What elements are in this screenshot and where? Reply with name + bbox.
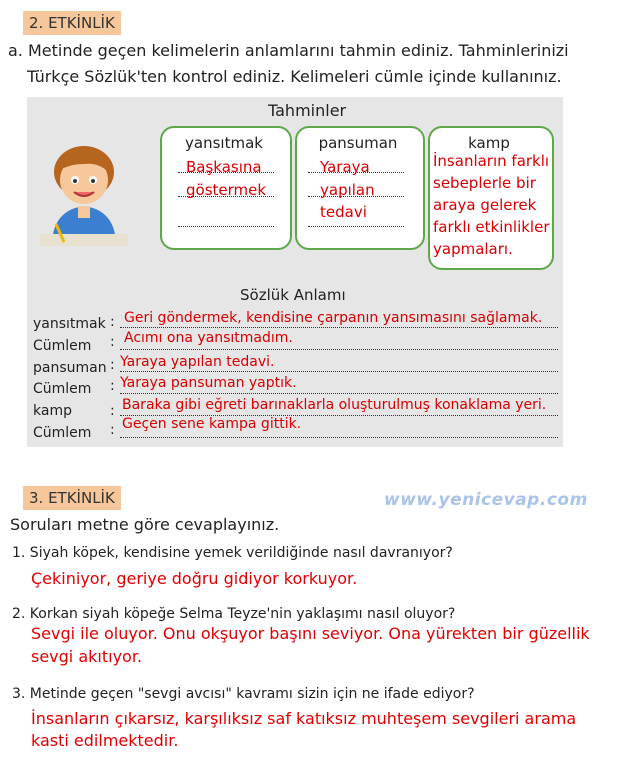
card-answer: farklı etkinlikler xyxy=(433,218,550,236)
dict-colon: : xyxy=(110,378,115,394)
card-word: kamp xyxy=(468,134,510,152)
boy-illustration xyxy=(34,138,134,248)
answer-3-line-1: İnsanların çıkarsız, karşılıksız saf katıksız muhteşem sevgileri arama xyxy=(31,709,577,728)
answer-line xyxy=(178,226,274,227)
section-3-instruction: Soruları metne göre cevaplayınız. xyxy=(10,515,280,534)
answer-3-line-2: kasti edilmektedir. xyxy=(31,731,179,750)
dict-colon: : xyxy=(110,357,115,373)
dict-line xyxy=(120,371,558,372)
dict-value: Geçen sene kampa gittik. xyxy=(122,416,302,432)
card-answer: Yaraya xyxy=(320,158,370,176)
section-3-tag: 3. ETKİNLİK xyxy=(23,486,121,510)
dict-label: kamp xyxy=(33,403,72,419)
dict-line xyxy=(120,349,558,350)
question-2: 2. Korkan siyah köpeğe Selma Teyze'nin yaklaşımı nasıl oluyor? xyxy=(12,606,456,622)
dict-label: yansıtmak xyxy=(33,316,106,332)
dict-value: Acımı ona yansıtmadım. xyxy=(124,330,293,346)
card-word: yansıtmak xyxy=(185,134,263,152)
dict-colon: : xyxy=(110,334,115,350)
dict-label: Cümlem xyxy=(33,338,92,354)
card-answer: araya gelerek xyxy=(433,196,537,214)
card-answer: tedavi xyxy=(320,203,367,221)
dictionary-title: Sözlük Anlamı xyxy=(240,286,346,304)
watermark: www.yenicevap.com xyxy=(384,490,588,510)
dict-label: Cümlem xyxy=(33,425,92,441)
instruction-line-2: Türkçe Sözlük'ten kontrol ediniz. Kelimeleri cümle içinde kullanınız. xyxy=(27,67,562,86)
dict-colon: : xyxy=(110,403,115,419)
dict-line xyxy=(120,437,558,438)
card-answer: sebeplerle bir xyxy=(433,174,536,192)
dict-value: Baraka gibi eğreti barınaklarla oluşturulmuş konaklama yeri. xyxy=(122,397,547,413)
card-word: pansuman xyxy=(318,134,398,152)
answer-1-line-1: Çekiniyor, geriye doğru gidiyor korkuyor. xyxy=(31,569,358,588)
dict-colon: : xyxy=(110,314,115,330)
question-1: 1. Siyah köpek, kendisine yemek verildiğinde nasıl davranıyor? xyxy=(12,545,453,561)
dict-label: Cümlem xyxy=(33,381,92,397)
guess-title: Tahminler xyxy=(268,101,347,120)
dict-line xyxy=(120,393,558,394)
dict-label: pansuman xyxy=(33,360,107,376)
answer-line xyxy=(308,226,404,227)
card-answer: İnsanların farklı xyxy=(433,152,550,170)
answer-2-line-2: sevgi akıtıyor. xyxy=(31,647,143,666)
section-2-tag: 2. ETKİNLİK xyxy=(23,11,121,35)
instruction-line-1: a. Metinde geçen kelimelerin anlamlarını tahmin ediniz. Tahminlerinizi xyxy=(8,41,569,60)
dict-value: Yaraya yapılan tedavi. xyxy=(120,354,275,370)
dict-value: Geri göndermek, kendisine çarpanın yansımasını sağlamak. xyxy=(124,310,543,326)
card-answer: göstermek xyxy=(186,181,267,199)
dict-line xyxy=(120,327,558,328)
dict-colon: : xyxy=(110,422,115,438)
card-answer: yapmaları. xyxy=(433,240,513,258)
card-answer: yapılan xyxy=(320,181,375,199)
card-answer: Başkasına xyxy=(186,158,262,176)
answer-2-line-1: Sevgi ile oluyor. Onu okşuyor başını seviyor. Ona yürekten bir güzellik xyxy=(31,624,590,643)
question-3: 3. Metinde geçen "sevgi avcısı" kavramı sizin için ne ifade ediyor? xyxy=(12,686,475,702)
dict-value: Yaraya pansuman yaptık. xyxy=(120,375,297,391)
